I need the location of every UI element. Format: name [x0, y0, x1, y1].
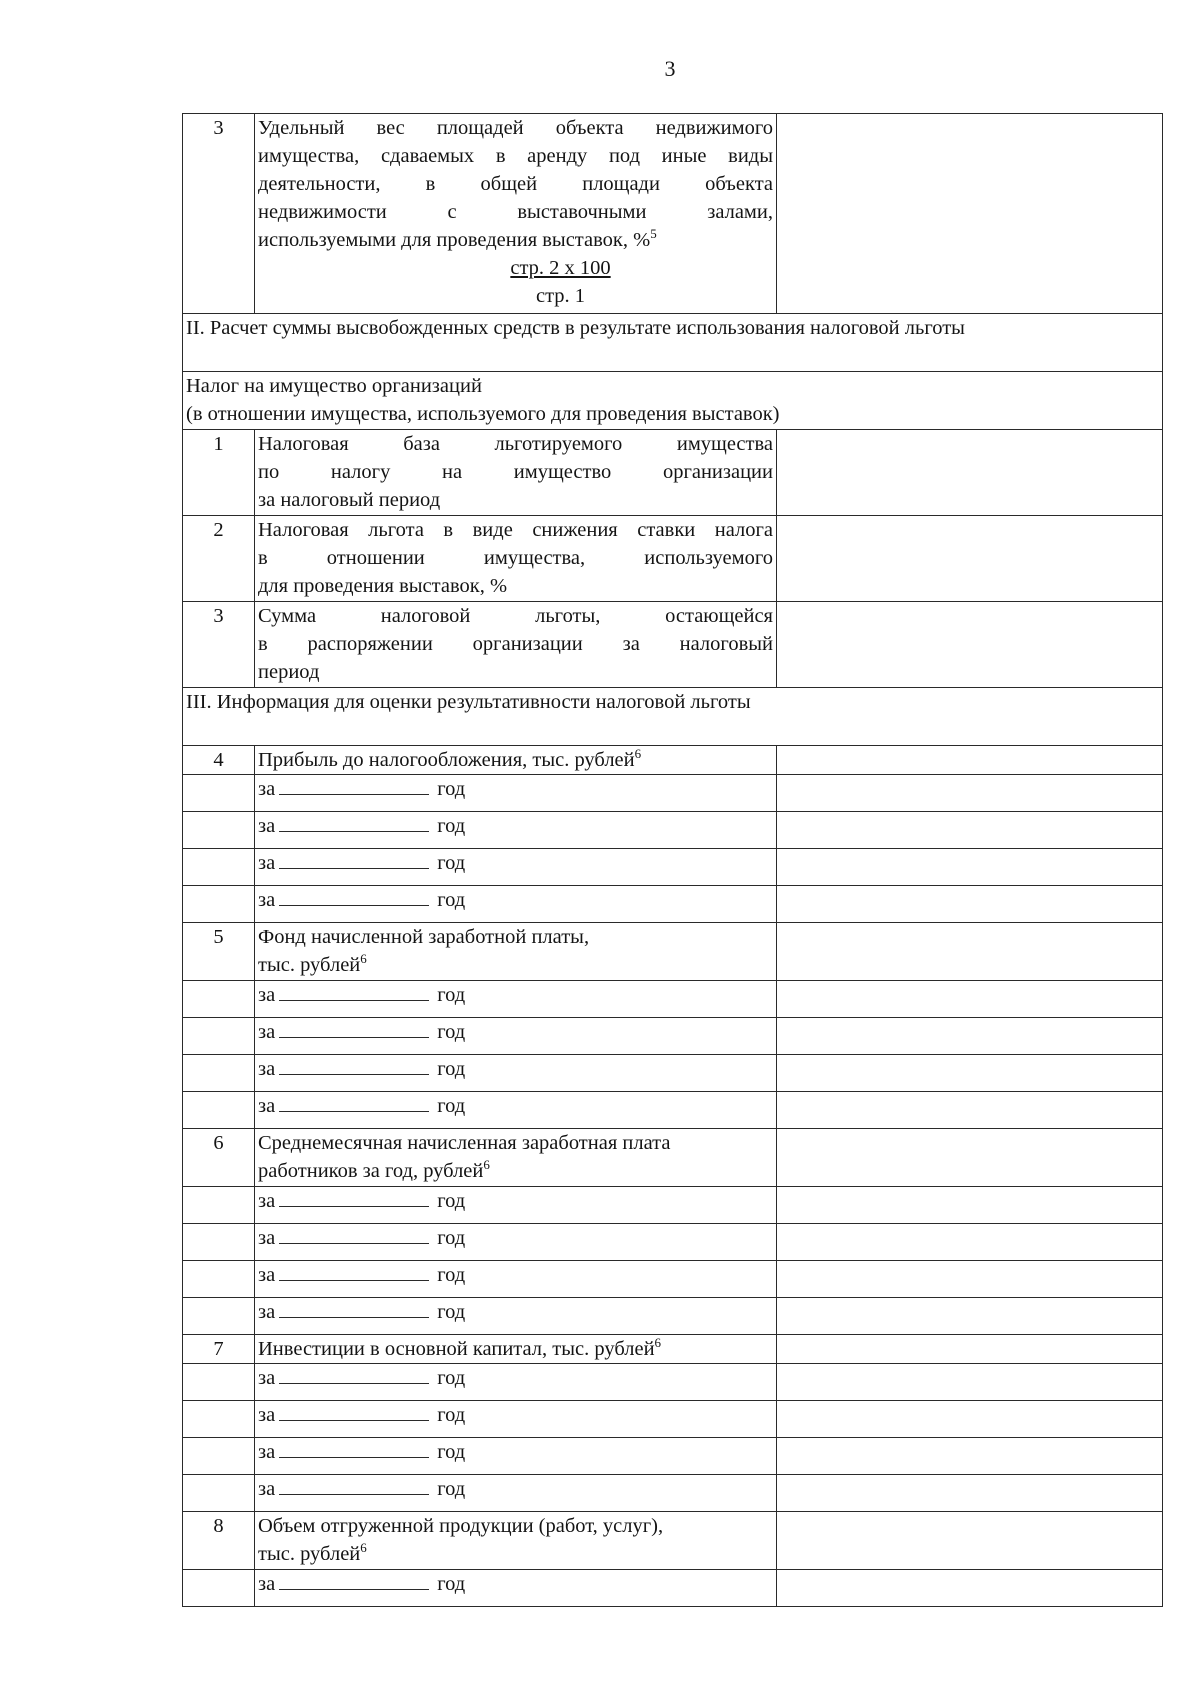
row-number: 3: [183, 602, 255, 688]
year-row: [183, 1364, 1163, 1401]
formula-numerator: стр. 2 х 100: [510, 257, 611, 279]
footnote-mark: 6: [634, 746, 642, 762]
year-row: [183, 1224, 1163, 1261]
value-cell[interactable]: [777, 923, 1163, 981]
section-header-row: [183, 688, 1163, 746]
indicator-name: Удельный вес площадей объекта недвижимого имущества, сдаваемых в аренду под иные виды деятельности, в общей площади объекта недвижимости с выставочными залами, используемыми для проведения выставок, %$^5$ стр. 2 х 100 стр. 1: [255, 114, 777, 314]
year-blank-field[interactable]: [279, 1093, 429, 1112]
value-cell[interactable]: [777, 746, 1163, 775]
year-row: [183, 1055, 1163, 1092]
empty-number-cell: [183, 1364, 255, 1401]
value-cell[interactable]: [777, 1401, 1163, 1438]
row-number: 6: [183, 1129, 255, 1187]
year-blank-field[interactable]: [279, 887, 429, 906]
year-label: за год: [255, 1475, 777, 1512]
footnote-mark: 5: [650, 226, 657, 242]
indicator-row: [183, 1335, 1163, 1364]
indicator-name: Сумма налоговой льготы, остающейся в распоряжении организации за налоговый период: [255, 602, 777, 688]
year-label: за год: [255, 1018, 777, 1055]
value-cell[interactable]: [777, 1018, 1163, 1055]
year-row: [183, 812, 1163, 849]
year-row: [183, 849, 1163, 886]
year-row: [183, 775, 1163, 812]
year-label: за год: [255, 1261, 777, 1298]
year-row: [183, 1092, 1163, 1129]
empty-number-cell: [183, 1092, 255, 1129]
year-row: [183, 1438, 1163, 1475]
formula-denominator: стр. 1: [535, 285, 586, 307]
empty-number-cell: [183, 1224, 255, 1261]
empty-number-cell: [183, 1438, 255, 1475]
year-row: [183, 1401, 1163, 1438]
table-row: [183, 430, 1163, 516]
year-blank-field[interactable]: [279, 1571, 429, 1590]
value-cell[interactable]: [777, 886, 1163, 923]
year-blank-field[interactable]: [279, 1019, 429, 1038]
year-blank-field[interactable]: [279, 982, 429, 1001]
year-blank-field[interactable]: [279, 850, 429, 869]
year-label: за год: [255, 775, 777, 812]
table-row: [183, 114, 1163, 314]
empty-number-cell: [183, 1475, 255, 1512]
empty-number-cell: [183, 886, 255, 923]
year-blank-field[interactable]: [279, 1439, 429, 1458]
year-blank-field[interactable]: [279, 1365, 429, 1384]
row-number: 4: [183, 746, 255, 775]
empty-number-cell: [183, 1055, 255, 1092]
year-blank-field[interactable]: [279, 1299, 429, 1318]
value-cell[interactable]: [777, 1438, 1163, 1475]
tax-heading-row: [183, 372, 1163, 430]
year-label: за год: [255, 1298, 777, 1335]
footnote-mark: 6: [483, 1157, 490, 1173]
year-label: за год: [255, 1187, 777, 1224]
tax-heading: Налог на имущество организаций (в отношении имущества, используемого для проведения выставок): [183, 372, 1163, 430]
year-label: за год: [255, 1092, 777, 1129]
value-cell[interactable]: [777, 1187, 1163, 1224]
year-label: за год: [255, 1570, 777, 1607]
row-number: 8: [183, 1512, 255, 1570]
year-blank-field[interactable]: [279, 1056, 429, 1075]
value-cell[interactable]: [777, 1055, 1163, 1092]
year-label: за год: [255, 1438, 777, 1475]
indicator-name: Налоговая льгота в виде снижения ставки налога в отношении имущества, используемого для проведения выставок, %: [255, 516, 777, 602]
value-cell[interactable]: [777, 516, 1163, 602]
indicator-name: Фонд начисленной заработной платы, тыс. рублей$^6$: [255, 923, 777, 981]
year-row: [183, 981, 1163, 1018]
year-row: [183, 1018, 1163, 1055]
empty-number-cell: [183, 1261, 255, 1298]
indicators-body: [183, 746, 1163, 1607]
indicator-name: Налоговая база льготируемого имущества по налогу на имущество организации за налоговый период: [255, 430, 777, 516]
year-blank-field[interactable]: [279, 813, 429, 832]
indicator-row: [183, 1512, 1163, 1570]
indicator-name: Инвестиции в основной капитал, тыс. рублей$^6$: [255, 1335, 777, 1364]
empty-number-cell: [183, 1298, 255, 1335]
indicator-row: [183, 746, 1163, 775]
empty-number-cell: [183, 775, 255, 812]
year-label: за год: [255, 1401, 777, 1438]
value-cell[interactable]: [777, 1512, 1163, 1570]
value-cell[interactable]: [777, 1298, 1163, 1335]
indicator-name: Среднемесячная начисленная заработная плата работников за год, рублей$^6$: [255, 1129, 777, 1187]
row-number: 2: [183, 516, 255, 602]
empty-number-cell: [183, 1018, 255, 1055]
empty-number-cell: [183, 812, 255, 849]
value-cell[interactable]: [777, 812, 1163, 849]
year-label: за год: [255, 981, 777, 1018]
empty-number-cell: [183, 849, 255, 886]
table-row: [183, 516, 1163, 602]
year-blank-field[interactable]: [279, 1476, 429, 1495]
value-cell[interactable]: [777, 1475, 1163, 1512]
year-row: [183, 886, 1163, 923]
year-row: [183, 1475, 1163, 1512]
value-cell[interactable]: [777, 1092, 1163, 1129]
empty-number-cell: [183, 1401, 255, 1438]
year-label: за год: [255, 1364, 777, 1401]
year-label: за год: [255, 1224, 777, 1261]
value-cell[interactable]: [777, 1261, 1163, 1298]
year-blank-field[interactable]: [279, 776, 429, 795]
section-title: II. Расчет суммы высвобожденных средств в результате использования налоговой льготы: [183, 314, 1163, 372]
empty-number-cell: [183, 981, 255, 1018]
indicator-row: [183, 1129, 1163, 1187]
value-cell[interactable]: [777, 1224, 1163, 1261]
indicator-row: [183, 923, 1163, 981]
footnote-mark: 6: [654, 1335, 662, 1351]
value-cell[interactable]: [777, 1335, 1163, 1364]
value-cell[interactable]: [777, 602, 1163, 688]
year-blank-field[interactable]: [279, 1402, 429, 1421]
value-cell[interactable]: [777, 114, 1163, 314]
page-number: 3: [664, 56, 676, 81]
empty-number-cell: [183, 1570, 255, 1607]
table-row: [183, 602, 1163, 688]
year-blank-field[interactable]: [279, 1225, 429, 1244]
value-cell[interactable]: [777, 1570, 1163, 1607]
year-row: [183, 1187, 1163, 1224]
footnote-mark: 6: [360, 1540, 367, 1556]
row-number: 7: [183, 1335, 255, 1364]
value-cell[interactable]: [777, 430, 1163, 516]
footnote-mark: 6: [360, 951, 367, 967]
value-cell[interactable]: [777, 1129, 1163, 1187]
section-header-row: [183, 314, 1163, 372]
year-label: за год: [255, 812, 777, 849]
value-cell[interactable]: [777, 981, 1163, 1018]
report-form-table: [182, 113, 1163, 1607]
year-blank-field[interactable]: [279, 1188, 429, 1207]
year-row: [183, 1261, 1163, 1298]
year-row: [183, 1298, 1163, 1335]
year-label: за год: [255, 849, 777, 886]
value-cell[interactable]: [777, 775, 1163, 812]
row-number: 3: [183, 114, 255, 314]
empty-number-cell: [183, 1187, 255, 1224]
indicator-name: Объем отгруженной продукции (работ, услуг), тыс. рублей$^6$: [255, 1512, 777, 1570]
indicator-name: Прибыль до налогообложения, тыс. рублей$^6$: [255, 746, 777, 775]
value-cell[interactable]: [777, 1364, 1163, 1401]
value-cell[interactable]: [777, 849, 1163, 886]
row-number: 5: [183, 923, 255, 981]
row-number: 1: [183, 430, 255, 516]
year-label: за год: [255, 1055, 777, 1092]
year-row: [183, 1570, 1163, 1607]
year-label: за год: [255, 886, 777, 923]
section-title: III. Информация для оценки результативности налоговой льготы: [183, 688, 1163, 746]
year-blank-field[interactable]: [279, 1262, 429, 1281]
